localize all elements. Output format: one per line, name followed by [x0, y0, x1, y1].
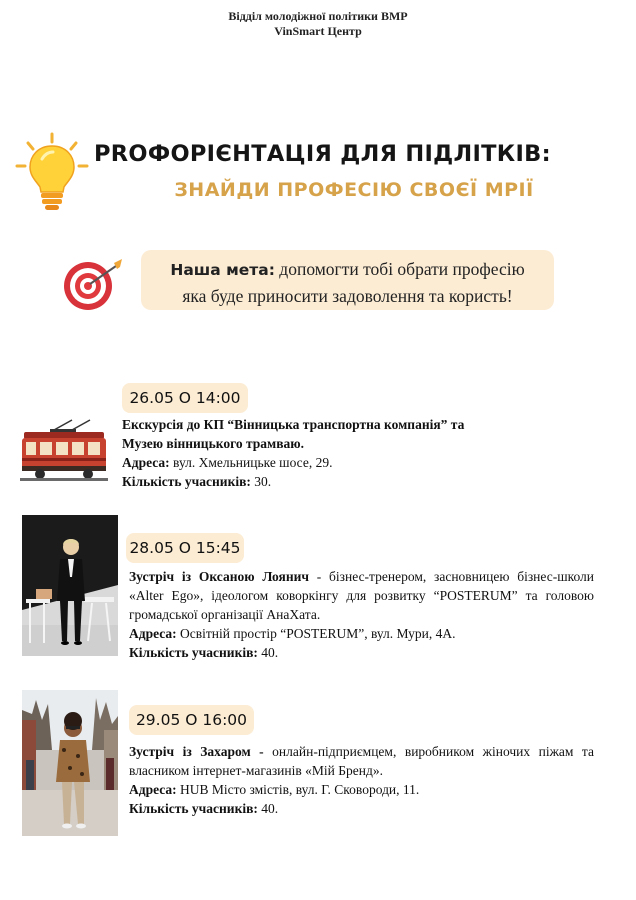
address-value: HUB Місто змістів, вул. Г. Сковороди, 11. [176, 782, 420, 797]
event-details-2 [129, 567, 594, 662]
event-lead-3: Зустріч із Захаром - [129, 744, 264, 759]
address-value: Освітній простір “POSTERUM”, вул. Мури, 4А. [176, 626, 456, 641]
address-label: Адреса: [129, 626, 177, 641]
event-date-3: 29.05 О 16:00 [129, 705, 254, 735]
goal-label: Наша мета: [170, 261, 275, 279]
event-date-2: 28.05 О 15:45 [126, 533, 244, 563]
tram-icon [20, 418, 108, 482]
organization-header [0, 9, 636, 39]
center-name: VinSmart Центр [274, 24, 362, 38]
event-lead-2: Зустріч із Оксаною Лоянич [129, 569, 310, 584]
lightbulb-icon [14, 132, 90, 214]
speaker-photo-zakhar [22, 690, 118, 836]
address-label: Адреса: [129, 782, 177, 797]
subtitle: ЗНАЙДИ ПРОФЕСІЮ СВОЄЇ МРІЇ [174, 179, 534, 201]
event-details-3 [129, 742, 594, 818]
target-icon [60, 253, 126, 313]
speaker-photo-oksana [22, 515, 118, 656]
participants-label: Кількість учасників: [122, 474, 251, 489]
event-desc-3: онлайн-підприємцем, виробником жіночих піжам та власником інтернет-магазинів «Мій Бренд». [129, 744, 594, 778]
event-details-1 [122, 415, 522, 491]
goal-line2: яка буде приносити задоволення та користь! [182, 286, 513, 306]
event-title-1b: Музею вінницького трамваю. [122, 436, 304, 451]
participants-value: 30. [250, 474, 272, 489]
participants-value: 40. [257, 645, 279, 660]
org-name: Відділ молодіжної політики ВМР [228, 9, 408, 23]
address-value: вул. Хмельницьке шосе, 29. [169, 455, 333, 470]
participants-label: Кількість учасників: [129, 801, 258, 816]
event-title-1a: Екскурсія до КП “Вінницька транспортна компанія” та [122, 417, 465, 432]
event-desc-2: - бізнес-тренером, засновницею бізнес-школи «Alter Ego», ідеологом коворкінгу для розвитку “POSTERUM” та головою громадської організації АнаХата. [129, 569, 594, 622]
participants-label: Кількість учасників: [129, 645, 258, 660]
address-label: Адреса: [122, 455, 170, 470]
event-date-1: 26.05 О 14:00 [122, 383, 248, 413]
main-title: PROФОРІЄНТАЦІЯ ДЛЯ ПІДЛІТКІВ: [94, 141, 551, 167]
participants-value: 40. [257, 801, 279, 816]
goal-line1: допомогти тобі обрати професію [274, 259, 525, 279]
goal-statement [141, 256, 554, 309]
